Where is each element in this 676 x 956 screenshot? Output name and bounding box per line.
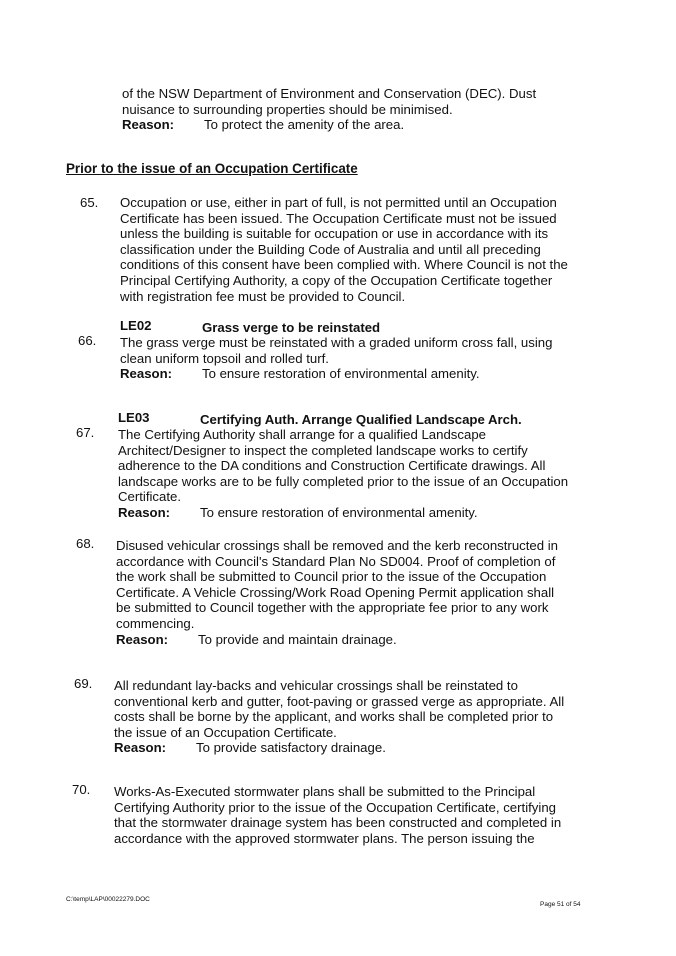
section-heading: Prior to the issue of an Occupation Certificate (66, 161, 358, 176)
condition-line: The grass verge must be reinstated with a graded uniform cross fall, using (120, 335, 553, 350)
condition-line: the issue of an Occupation Certificate. (114, 724, 337, 740)
condition-line: classification under the Building Code of Australia and until all preceding (120, 241, 541, 257)
condition-69-body (114, 678, 592, 756)
condition-line: Certificate. (118, 489, 182, 505)
reason-label: Reason: (122, 117, 175, 133)
condition-title: Certifying Auth. Arrange Qualified Landscape Arch. (200, 412, 522, 427)
reason-line (116, 632, 592, 648)
condition-line: The Certifying Authority shall arrange for a qualified Landscape (118, 427, 487, 442)
intro-paragraph (122, 86, 594, 133)
condition-line: All redundant lay-backs and vehicular crossings shall be reinstated to (114, 678, 518, 693)
condition-line: Occupation or use, either in part of full, is not permitted until an Occupation (120, 195, 557, 210)
condition-line: that the stormwater drainage system has been constructed and completed in (114, 815, 562, 831)
condition-title: Grass verge to be reinstated (202, 320, 381, 335)
reason-text: To ensure restoration of environmental amenity. (202, 366, 480, 382)
condition-number: 69. (74, 676, 93, 691)
condition-number: 68. (76, 536, 95, 551)
reason-line (120, 366, 592, 382)
reason-label: Reason: (120, 366, 173, 382)
condition-line: with registration fee must be provided to Council. (120, 288, 406, 304)
condition-line: Architect/Designer to inspect the completed landscape works to certify (118, 442, 528, 458)
condition-number: 67. (76, 425, 95, 440)
condition-line: Certifying Authority prior to the issue of the Occupation Certificate, certifying (114, 799, 556, 815)
condition-68-body (116, 538, 592, 647)
condition-code: LE03 (118, 410, 150, 425)
condition-66-body (120, 335, 592, 382)
condition-line: unless the building is suitable for occupation or use in accordance with its (120, 226, 549, 242)
reason-line (114, 740, 592, 756)
condition-line: Certificate. A Vehicle Crossing/Work Road Opening Permit application shall (116, 584, 555, 600)
condition-line: Principal Certifying Authority, a copy of the Occupation Certificate together (120, 272, 553, 288)
condition-line: the work shall be submitted to Council prior to the issue of the Occupation (116, 569, 547, 585)
condition-line: adherence to the DA conditions and Construction Certificate drawings. All (118, 458, 546, 474)
condition-line: be submitted to Council together with the appropriate fee prior to any work (116, 600, 549, 616)
reason-text: To provide satisfactory drainage. (196, 740, 386, 756)
reason-label: Reason: (116, 631, 169, 647)
reason-text: To ensure restoration of environmental amenity. (200, 504, 478, 520)
intro-line: nuisance to surrounding properties should be minimised. (122, 101, 453, 117)
reason-text: To protect the amenity of the area. (204, 117, 405, 133)
reason-line (122, 117, 594, 133)
condition-line: accordance with the approved stormwater plans. The person issuing the (114, 830, 535, 846)
condition-70-body (114, 784, 592, 846)
condition-line: Certificate has been issued. The Occupation Certificate must not be issued (120, 210, 557, 226)
condition-line: Works-As-Executed stormwater plans shall be submitted to the Principal (114, 784, 536, 799)
reason-label: Reason: (118, 504, 171, 520)
condition-67-body (118, 427, 592, 521)
condition-number: 70. (72, 782, 91, 797)
footer-file-path: C:\temp\LAP\00022279.DOC (66, 896, 150, 903)
condition-line: accordance with Council's Standard Plan No SD004. Proof of completion of (116, 553, 556, 569)
condition-line: commencing. (116, 615, 195, 631)
footer-page-number: Page 51 of 54 (540, 901, 581, 908)
condition-line: Disused vehicular crossings shall be removed and the kerb reconstructed in (116, 538, 559, 553)
intro-line: of the NSW Department of Environment and Conservation (DEC). Dust (122, 86, 537, 101)
condition-line: conventional kerb and gutter, foot-paving or grassed verge as appropriate. All (114, 693, 565, 709)
condition-line: costs shall be borne by the applicant, and works shall be completed prior to (114, 709, 554, 725)
condition-line: conditions of this consent have been complied with. Where Council is not the (120, 257, 568, 273)
reason-line (118, 505, 592, 521)
reason-label: Reason: (114, 740, 167, 756)
condition-code: LE02 (120, 318, 152, 333)
condition-line: landscape works are to be fully completed prior to the issue of an Occupation (118, 473, 569, 489)
condition-65-body (120, 195, 592, 304)
reason-text: To provide and maintain drainage. (198, 631, 397, 647)
condition-number: 66. (78, 333, 97, 348)
condition-number: 65. (80, 195, 99, 210)
condition-line: clean uniform topsoil and rolled turf. (120, 350, 329, 366)
